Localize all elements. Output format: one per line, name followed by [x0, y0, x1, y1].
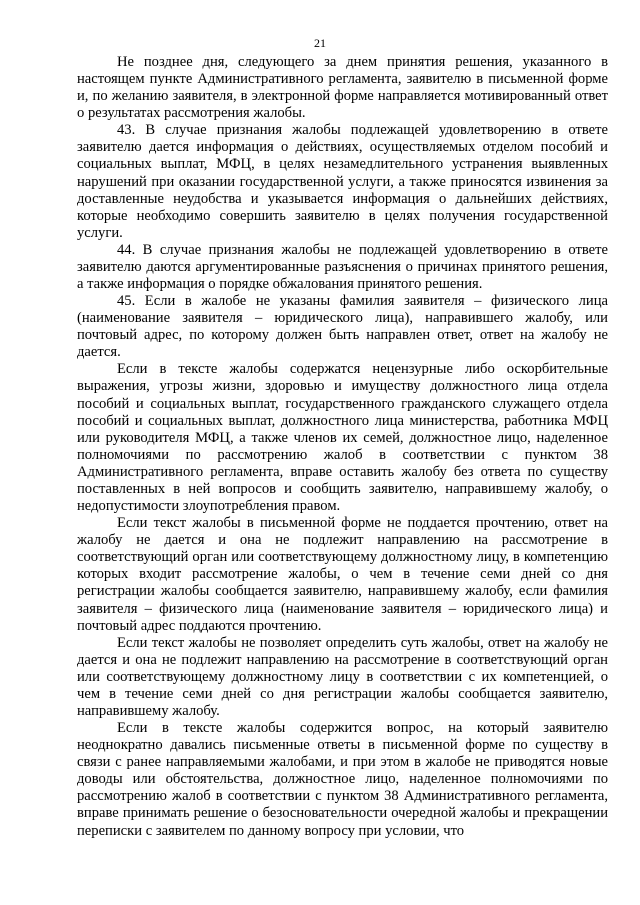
paragraph-response-deadline: Не позднее дня, следующего за днем принятия решения, указанного в настоящем пункте Административного регламента, заявителю в письменной форме и, по желанию заявителя, в электронной форме направляется мотивированный ответ о результатах рассмотрения жалобы.	[77, 54, 608, 122]
paragraph-unreadable-text: Если текст жалобы в письменной форме не поддается прочтению, ответ на жалобу не дается и она не подлежит направлению на рассмотрение в соответствующий орган или соответствующему должностному лицу, в компетенцию которых входит рассмотрение жалобы, о чем в течение семи дней со дня регистрации жалобы сообщается заявителю, направившему жалобу, если фамилия заявителя – физического лица (наименование заявителя – юридического лица) и почтовый адрес поддаются прочтению.	[77, 515, 608, 634]
paragraph-45: 45. Если в жалобе не указаны фамилия заявителя – физического лица (наименование заявителя – юридического лица), направившего жалобу, или почтовый адрес, по которому должен быть направлен ответ, ответ на жалобу не дается.	[77, 293, 608, 361]
page-number: 21	[314, 36, 326, 50]
paragraph-44: 44. В случае признания жалобы не подлежащей удовлетворению в ответе заявителю даются аргументированные разъяснения о причинах принятого решения, а также информация о порядке обжалования принятого решения.	[77, 241, 608, 293]
paragraph-undefined-essence: Если текст жалобы не позволяет определить суть жалобы, ответ на жалобу не дается и она не подлежит направлению на рассмотрение в соответствующий орган или соответствующему должностному лицу в соответствии с их компетенцией, о чем в течение семи дней со дня регистрации жалобы сообщается заявителю, направившему жалобу.	[77, 634, 608, 719]
document-body	[77, 54, 608, 840]
paragraph-43: 43. В случае признания жалобы подлежащей удовлетворению в ответе заявителю дается информация о действиях, осуществляемых отделом пособий и социальных выплат, МФЦ, в целях незамедлительного устранения выявленных нарушений при оказании государственной услуги, а также приносятся извинения за доставленные неудобства и указывается информация о дальнейших действиях, которые необходимо совершить заявителю в целях получения государственной услуги.	[77, 122, 608, 241]
paragraph-repeated-question: Если в тексте жалобы содержится вопрос, на который заявителю неоднократно давались письменные ответы в письменной форме по существу в связи с ранее направляемыми жалобами, и при этом в жалобе не приводятся новые доводы или обстоятельства, должностное лицо, наделенное полномочиями по рассмотрению жалоб в соответствии с пунктом 38 Административного регламента, вправе принимать решение о безосновательности очередной жалобы и прекращении переписки с заявителем по данному вопросу при условии, что	[77, 720, 608, 839]
paragraph-offensive-content: Если в тексте жалобы содержатся нецензурные либо оскорбительные выражения, угрозы жизни, здоровью и имуществу должностного лица отдела пособий и социальных выплат, государственного гражданского служащего отдела пособий и социальных выплат, должностного лица министерства, работника МФЦ или руководителя МФЦ, а также членов их семей, должностное лицо, наделенное полномочиями по рассмотрению жалоб в соответствии с пунктом 38 Административного регламента, вправе оставить жалобу без ответа по существу поставленных в ней вопросов и сообщить заявителю, направившему жалобу, о недопустимости злоупотребления правом.	[77, 361, 608, 515]
